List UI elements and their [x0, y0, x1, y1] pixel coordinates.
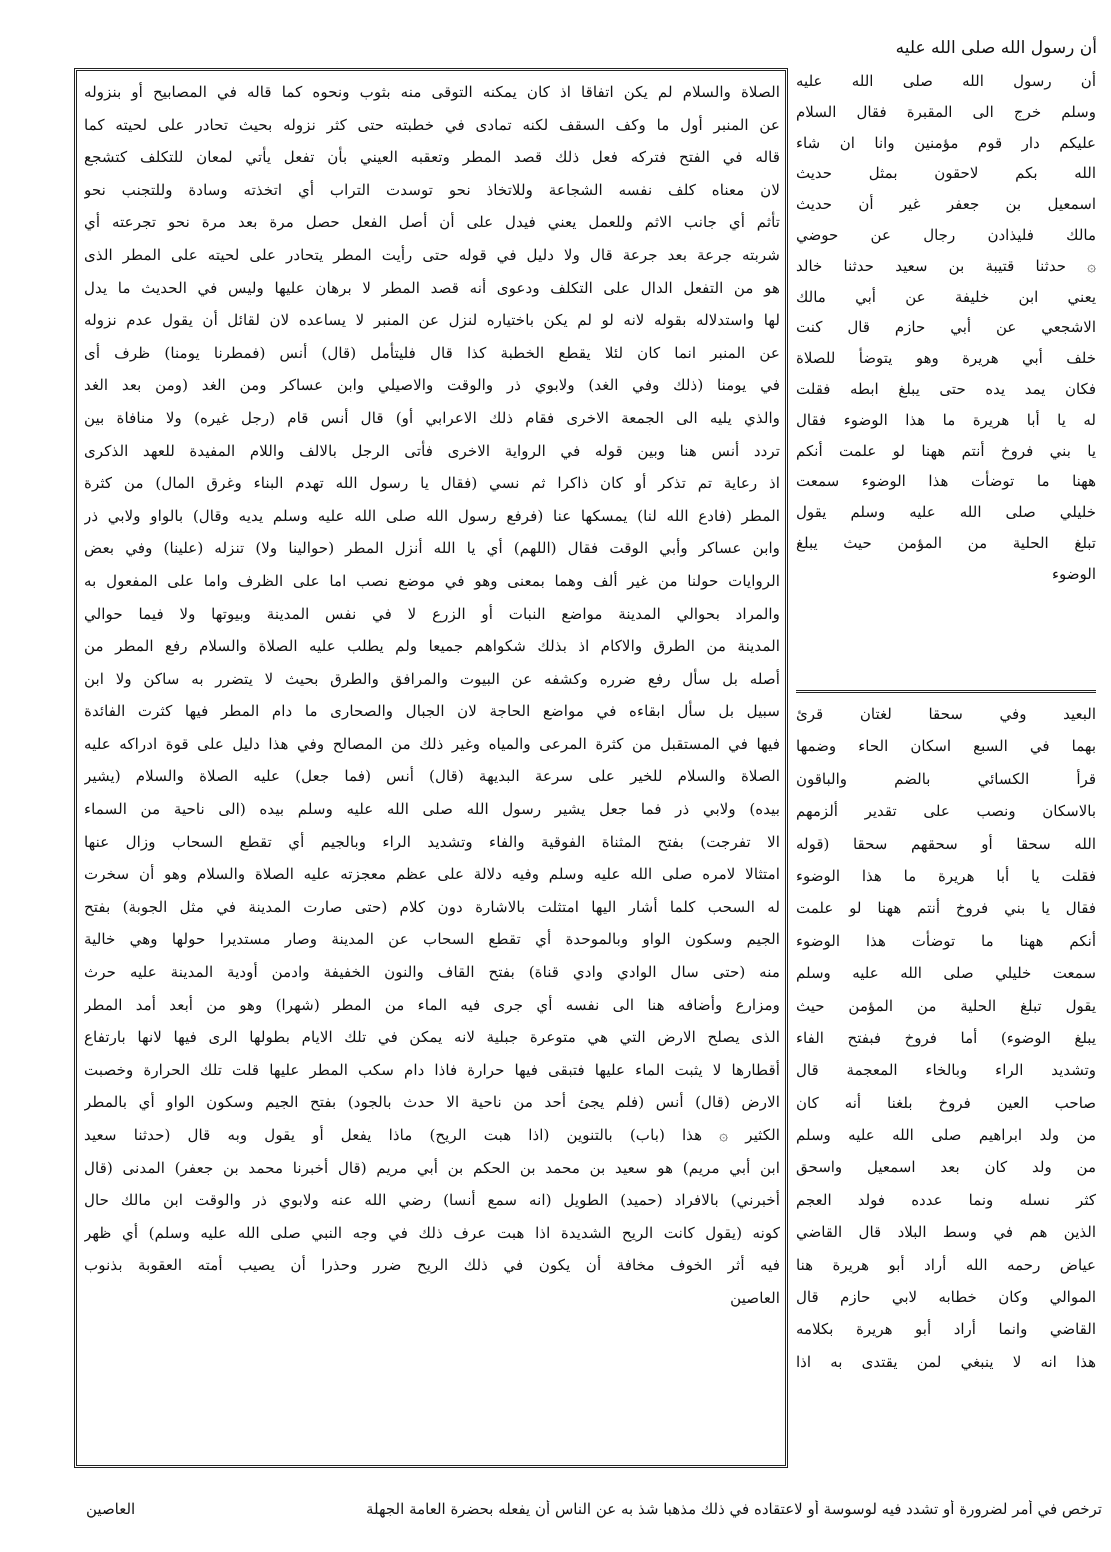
header-second-line: أن رسول الله صلى الله عليه	[895, 38, 1097, 58]
text-line: الذى يصلح الارض التي هي متوعرة جبلية لانه يمكن في تلك الايام بطولها الرى فيها لانها بارتفاع	[84, 1028, 780, 1047]
side-divider	[796, 690, 1096, 693]
side-commentary-line: فقلت يا أبا هريرة ما هذا الوضوء	[796, 866, 1096, 885]
text-line: فيها في المستقبل من كثرة المرعى والمياه وغير ذلك من المصالح وفي هذا دليل على قوة ادراكه عليه	[84, 734, 780, 753]
text-line: وابن عساكر وأبي الوقت فقال (اللهم) أي يا الله أنزل المطر (حوالينا ولا) تنزله (علينا) وفي بعض	[84, 539, 780, 558]
hadith-line: مالك فليذادن رجال عن حوضي	[796, 225, 1096, 244]
text-line: الكثير ۞ هذا (باب) بالتنوين (اذا هبت الريح) ماذا يفعل أو يقول وبه قال (حدثنا سعيد	[84, 1126, 780, 1144]
text-line: والمراد بحوالي المدينة مواضع النبات أو الزرع لا في نفس المدينة وبيوتها ولا فيما حوالي	[84, 604, 780, 623]
side-commentary-line: بهما في السبع اسكان الحاء وضمها	[796, 737, 1096, 756]
text-line: الجيم وسكون الواو وبالموحدة أي تقطع السحاب عن المدينة وصار مستديرا حولها وهي خالية	[84, 930, 780, 949]
side-commentary-line: بالاسكان ونصب على تقدير ألزمهم	[796, 802, 1096, 821]
text-line: تردد أنس هنا وبين قوله في الرواية الاخرى فأتى الرجل بالالف واللام المفيدة للعهد الذكرى	[84, 441, 780, 460]
text-line: لان معناه كلف نفسه الشجاعة وللاتخاذ نحو توسدت التراب أي اتخذته وسادة وللتجنب نحو	[84, 180, 780, 199]
text-line: سبيل بل سأل ابقاءه في مواضع الحاجة لان الجبال والصحارى ما دام المطر فيها كثرت الفائدة	[84, 702, 780, 721]
hadith-line: الوضوء	[1051, 564, 1096, 583]
hadith-line: الاشجعي عن أبي حازم قال كنت	[796, 318, 1096, 337]
hadith-line: عليكم دار قوم مؤمنين وانا ان شاء	[796, 133, 1096, 152]
text-line: قاله في الفتح فتركه فعل ذلك قصد المطر وتعقبه العيني بأن تفعل يأتي لمعان للتكلف كتشجع	[84, 148, 780, 167]
text-line: المدينة من الطرق والاكام اذ بذلك شكواهم جميعا ولم يطلب عليه الصلاة والسلام رفع المطر من	[84, 637, 780, 656]
text-line: له السحب كلما أشار اليها امتثلت بالاشارة دون كلام (حتى صارت المدينة في مثل الجوبة) بفتح	[84, 897, 780, 916]
hadith-line: ههنا ما توضأت هذا الوضوء سمعت	[796, 472, 1096, 491]
hadith-line: أن رسول الله صلى الله عليه	[796, 72, 1096, 90]
text-line: الا تفرجت) بفتح المثناة الفوقية والفاء وتشديد الراء وبالجيم أي تقطع السحاب وزال عنها	[84, 832, 780, 851]
text-line: امتثالا لامره صلى الله عليه وسلم وفيه دلالة على عظم معجزته عليه الصلاة والسلام وهو أن سخرت	[84, 865, 780, 884]
text-line: اذ رعاية تم تذكر أو كان ذاكرا ثم نسي (فقال يا رسول الله تهدم البناء وغرق المال) من كثرة	[84, 474, 780, 493]
text-line: فيه أثر الخوف مخافة أن يكون في ذلك الريح ضرر وحذرا أن يصيب أمته العقوبة بذنوب	[84, 1256, 780, 1275]
text-line: لها واستدلاله بقوله لانه لو لم يكن باختياره لنزل عن المنبر لا يساعده لان لقائل أن يقول عدم نزوله	[84, 311, 780, 330]
hadith-line: يا بني فروخ أنتم ههنا لو علمت أنكم	[796, 441, 1096, 460]
hadith-line: وسلم خرج الى المقبرة فقال السلام	[796, 102, 1096, 121]
commentary-text-column	[84, 76, 780, 1462]
side-commentary-line: من ولد كان بعد اسمعيل واسحق	[796, 1158, 1096, 1177]
side-commentary-line: الذين هم في وسط البلاد قال القاضي	[796, 1223, 1096, 1242]
side-commentary-line: من ولد ابراهيم صلى الله عليه وسلم	[796, 1126, 1096, 1145]
catchword: العاصين	[86, 1500, 136, 1518]
hadith-line: يعني ابن خليفة عن أبي مالك	[796, 287, 1096, 306]
side-commentary-line: صاحب العين فروخ بلغنا أنه كان	[796, 1093, 1096, 1112]
text-line: الروايات حولنا من غير ألف وهما بمعنى وهو في موضع نصب اما على الظرف واما على المفعول به	[84, 571, 780, 590]
text-line: الارض (قال) أنس (فلم يجئ أحد من ناحية الا حدث بالجود) بفتح الجيم وسكون الواو أي بالمطر	[84, 1093, 780, 1112]
side-commentary-line: الموالي وكان خطابه لابي حازم قال	[796, 1288, 1096, 1307]
text-line: والذي يليه الى الجمعة الاخرى فقام ذلك الاعرابي أو) قال أنس قام (رجل غيره) ولا منافاة بين	[84, 408, 780, 427]
hadith-line: اسمعيل بن جعفر غير أن حديث	[796, 195, 1096, 214]
side-commentary-line: هذا انه لا ينبغي لمن يقتدى به اذا	[796, 1352, 1096, 1371]
text-line: العاصين	[730, 1288, 780, 1307]
hadith-line: له يا أبا هريرة ما هذا الوضوء فقال	[796, 410, 1096, 429]
side-commentary-line: أنكم ههنا ما توضأت هذا الوضوء	[796, 931, 1096, 950]
hadith-line: خليلي صلى الله عليه وسلم يقول	[796, 503, 1096, 522]
side-commentary-line: وتشديد الراء وبالخاء المعجمة قال	[796, 1061, 1096, 1080]
text-line: في يومنا (ذلك وفي الغد) ولابوي ذر والوقت والاصيلي وابن عساكر ومن الغد (ومن بعد الغد	[84, 376, 780, 395]
text-line: أخبرني) بالافراد (حميد) الطويل (انه سمع أنسا) رضي الله عنه ولابوي ذر والوقت ابن مالك حال	[84, 1191, 780, 1210]
hadith-line: تبلغ الحلية من المؤمن حيث يبلغ	[796, 533, 1096, 552]
hadith-line: فكان يمد يده حتى يبلغ ابطه فقلت	[796, 379, 1096, 398]
side-commentary-line: البعيد وفي سحقا لغتان قرئ	[796, 705, 1096, 723]
page-header	[20, 4, 1097, 66]
text-line: شربته جرعة بعد جرعة قال ولا دليل في قوله حتى رأيت المطر يتحادر على لحيته على المطر الذى	[84, 245, 780, 264]
text-line: الصلاة والسلام للخير على سرعة البديهة (قال) أنس (فما جعل) عليه الصلاة والسلام (يشير	[84, 767, 780, 786]
text-line: أصله بل سأل رفع ضرره وكشفه عن البيوت والمرافق والطرق بحيث لا يتضرر به ساكن ولا ابن	[84, 669, 780, 688]
text-line: تأثم أي جانب الاثم وللعمل يعني فيدل على أن أصل الفعل حصل مرة بعد مرة نحو تجرعته أي	[84, 213, 780, 232]
footer-text: ترخص في أمر لضرورة أو تشدد فيه لوسوسة أو لاعتقاده في ذلك مذهبا شذ به عن الناس أن يفعله بحضرة العامة الجهلة	[365, 1500, 1102, 1518]
text-line: أقطارها لا يثبت الماء عليها فتبقى فيها حرارة فاذا دام سكب المطر عليها قلت تلك الحرارة وخصبت	[84, 1060, 780, 1079]
side-commentary-line: الله سحقا أو سحقهم سحقا (قوله	[796, 834, 1096, 853]
text-line: ومزارع وأضافه هنا الى نفسه أي جرى فيه الماء من المطر (شهرا) وهو من أبعد أمد المطر	[84, 995, 780, 1014]
text-line: ابن أبي مريم) هو سعيد بن محمد بن الحكم بن أبي مريم (قال أخبرنا محمد بن جعفر) المدنى (قال	[84, 1158, 780, 1177]
hadith-line: ۞ حدثنا قتيبة بن سعيد حدثنا خالد	[796, 256, 1096, 275]
hadith-text-column	[796, 66, 1096, 686]
text-line: كونه (يقول كانت الريح الشديدة اذا هبت عرف ذلك في وجه النبي صلى الله عليه وسلم) أي ظهر	[84, 1223, 780, 1242]
side-commentary-line: يبلغ الوضوء) أما فروخ فبفتح الفاء	[796, 1028, 1096, 1047]
text-line: بيده) ولابي ذر فما جعل يشير رسول الله صلى الله عليه وسلم بيده (الى ناحية من السماء	[84, 800, 780, 819]
text-line: الصلاة والسلام لم يكن اتفاقا اذ كان يمكنه التوقى منه بثوب ونحوه كما قاله في المصابيح أو بنزوله	[84, 83, 780, 101]
text-line: المطر (فادع الله لنا) يمسكها عنا (فرفع رسول الله صلى الله عليه وسلم يديه وقال) بالواو ولابي ذر	[84, 506, 780, 525]
page-footer	[86, 1500, 1102, 1530]
side-commentary-line: كثر نسله ونما عدده فولد العجم	[796, 1190, 1096, 1209]
nawawi-commentary-column	[796, 698, 1096, 1466]
text-line: عن المنبر انما كان لئلا يقطع الخطبة كذا قال فليتأمل (قال) أنس (فمطرنا يومنا) ظرف أى	[84, 343, 780, 362]
text-line: عن المنبر أول ما وكف السقف لكنه تمادى في خطبته حتى كثر نزوله بحيث تحادر على لحيته كما	[84, 115, 780, 134]
text-line: منه (حتى سال الوادي وادي قناة) بفتح القاف والنون الخفيفة وادمن أودية المدينة عليه حرث	[84, 963, 780, 982]
side-commentary-line: سمعت خليلي صلى الله عليه وسلم	[796, 964, 1096, 983]
side-commentary-line: عياض رحمه الله أراد أبو هريرة هنا	[796, 1255, 1096, 1274]
side-commentary-line: قرأ الكسائي بالضم والباقون	[796, 769, 1096, 788]
hadith-line: الله بكم لاحقون بمثل حديث	[796, 164, 1096, 183]
side-commentary-line: فقال يا بني فروخ أنتم ههنا لو علمت	[796, 899, 1096, 918]
text-line: هو من التفعل الدال على التكلف ودعوى أنه قصد المطر لا برهان عليها وليس في الحديث ما يدل	[84, 278, 780, 297]
side-commentary-line: القاضي وانما أراد أبو هريرة بكلامه	[796, 1320, 1096, 1339]
hadith-line: خلف أبي هريرة وهو يتوضأ للصلاة	[796, 349, 1096, 368]
side-commentary-line: يقول تبلغ الحلية من المؤمن حيث	[796, 996, 1096, 1015]
